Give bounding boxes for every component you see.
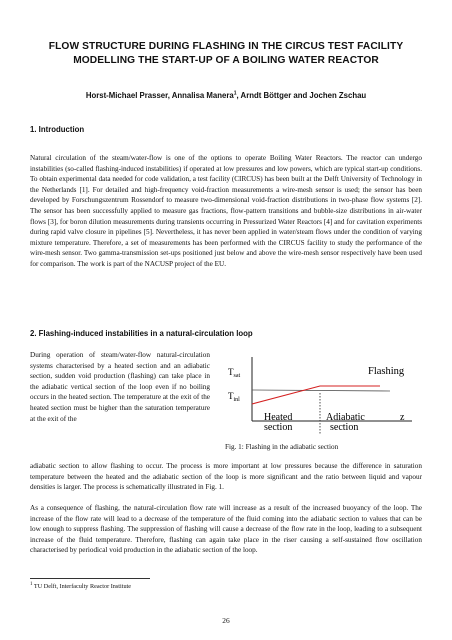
z-axis-label: z [400,412,405,423]
heated-section-label: section [264,422,293,433]
footnote [30,583,131,590]
flashing-label: Flashing [368,366,405,377]
figure-1 [222,353,428,441]
authors-part-1: Horst-Michael Prasser, Annalisa Manera [85,91,234,100]
footnote-mark: 1 [30,581,33,587]
section-heading-flashing: 2. Flashing-induced instabilities in a natural-circulation loop [30,329,253,338]
paper-title: FLOW STRUCTURE DURING FLASHING IN THE CIRCUS TEST FACILITY MODELLING THE START-UP OF A BOILING WATER REACTOR [48,41,404,66]
authors-part-2: , Arndt Böttger and Jochen Zschau [236,91,367,100]
introduction-paragraph: Natural circulation of the steam/water-flow is one of the options to operate Boiling Water Reactors. The reactor can undergo instabilities (so-called flashing-induced instabilities) if operated at low pressures and low powers, which are typical start-up conditions. To obtain experimental data needed for code validation, a test facility (CIRCUS) has been built at the Delft University of Technology in the Netherlands [1]. For detailed and high-frequency void-fraction measurements a wire-mesh sensor is used; the sensor has been developed by Forschungszentrum Rossendorf to measure two-dimensional void-fraction distributions in two-phase flow systems [2]. The sensor has been successfully applied to measure gas fractions, flow-pattern transitions and bubble-size distributions in air-water flows [3], for boron dilution measurements during transients occurring in Pressurized Water Reactors [4] and for cavitation experiments during rapid valve closure in pipelines [5]. Nevertheless, it has never been applied in water/steam flows under the condition of varying mixture temperature. Therefore, a set of measurements has been performed with the CIRCUS facility to study the performance of the wire-mesh sensor. Two gamma-transmission set-ups positioned just below and above the wire-mesh sensor respectively have been used for comparison. The work is part of the NACUSP project of the EU. [30,154,422,268]
flashing-paragraph-continued: adiabatic section to allow flashing to occur. The process is more important at low pressures because the difference in saturation temperature between the heated and the adiabatic section of the loop is more significant and the ratio between liquid and vapour densities is larger. The process is schematically illustrated in Fig. 1. [30,462,422,492]
author-affiliation-mark: 1 [233,90,237,97]
figure-1-caption: Fig. 1: Flashing in the adiabatic section [225,443,339,451]
heated-label: Heated [264,412,293,423]
t-sat-label: $T_{sat}$ [228,367,241,379]
flashing-paragraph-2: As a consequence of flashing, the natural-circulation flow rate will increase as a result of the increased buoyancy of the loop. The increase of the flow rate will lead to a decrease of the temperature of the fluid coming into the adiabatic section to values that can be low enough to suppress flashing. The suppression of flashing will cause a decrease of the flow rate in the loop, leading to a subsequent increase of the fluid temperature. Therefore, flashing can again take place in the riser causing a self-sustained flow oscillation characterised by periodical void production in the adiabatic section of the loop. [30,504,422,555]
flashing-paragraph-wrapped: During operation of steam/water-flow natural-circulation systems characterised by a heated section and an adiabatic section, sudden void production (flashing) can take place in the adiabatic vertical section of the loop even if no boiling occurs in the heated section. The temperature at the exit of the heated section must be higher than the saturation temperature at the exit of the [30,351,210,423]
adiabatic-section-label: section [330,422,359,433]
section-heading-introduction: 1. Introduction [30,125,85,134]
footnote-divider [30,578,150,579]
figure-1-diagram [222,353,428,441]
footnote-text: TU Delft, Interfaculty Reactor Institute [32,583,132,590]
adiabatic-label: Adiabatic [326,412,365,423]
fluid-temperature-line [252,386,380,404]
t-inl-label: $T_{inl}$ [228,391,240,403]
author-list [30,91,422,100]
page-number: 26 [222,616,230,625]
saturation-line [252,390,390,391]
